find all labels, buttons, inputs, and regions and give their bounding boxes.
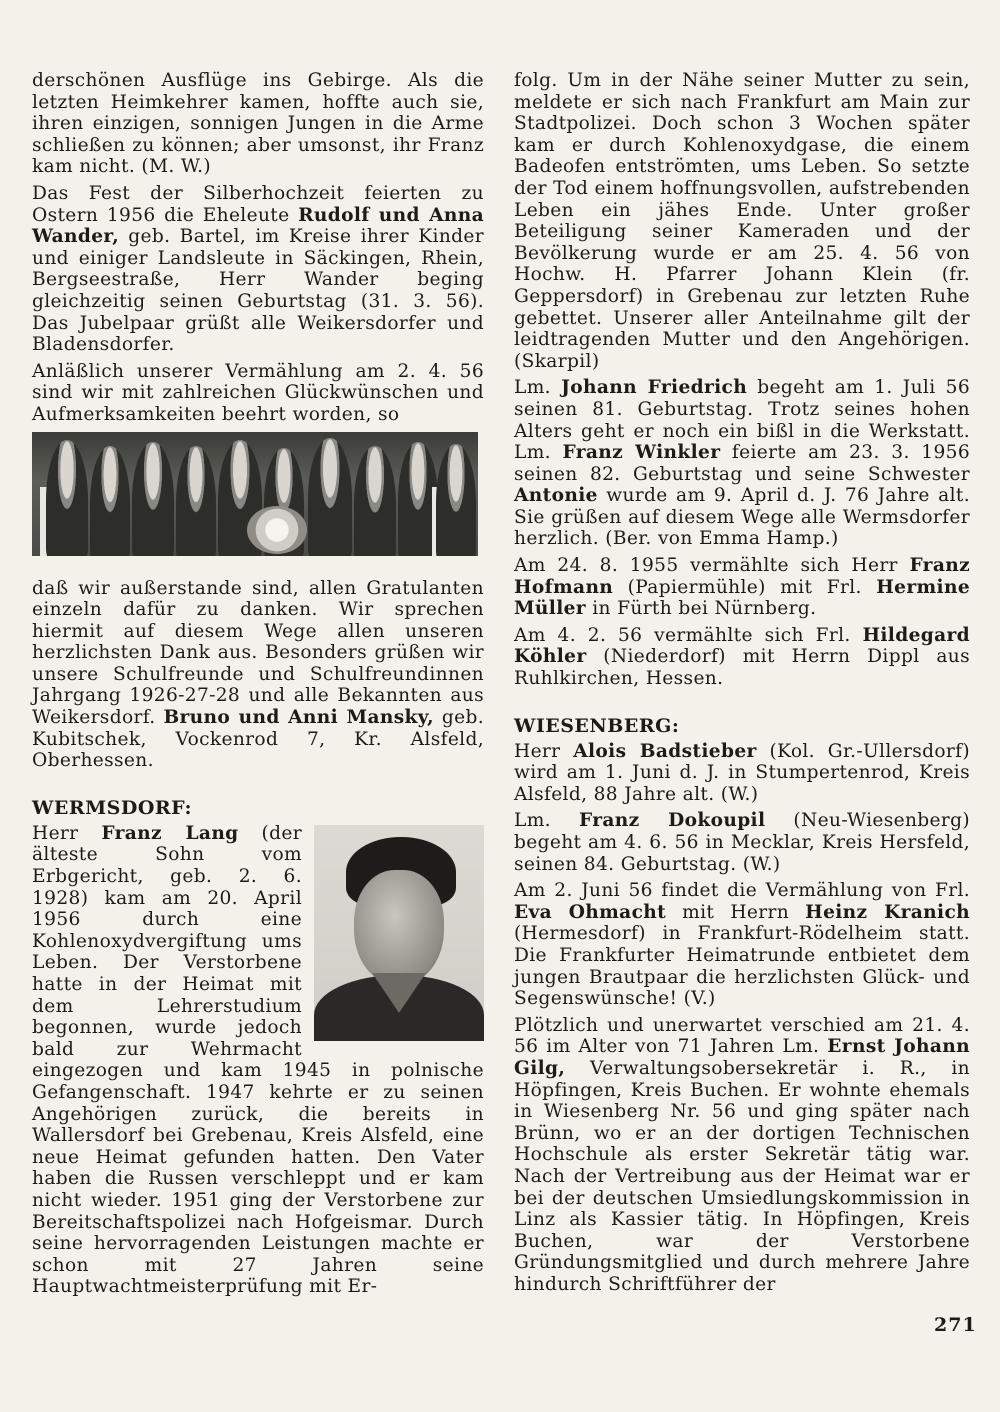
- name-eva-ohmacht: Eva Ohmacht: [514, 901, 667, 923]
- portrait-franz-lang: [314, 825, 484, 1041]
- right-column: [514, 70, 970, 1300]
- name-bruno-anni-mansky: Bruno und Anni Mansky,: [163, 707, 434, 729]
- name-ernst-johann-gilg: Ernst Johann Gilg,: [514, 1036, 970, 1079]
- name-rudolf-anna-wander: Rudolf und Anna Wander,: [32, 204, 484, 248]
- paragraph-ausfluege: derschönen Ausflüge ins Gebirge. Als die letzten Heimkehrer kamen, hoffte auch sie, ihren einzigen, sonnigen Jungen in die Arme schließen zu können; aber umsonst, ihr Franz kam nicht. (M. W.): [32, 70, 484, 178]
- heading-wermsdorf: WERMSDORF:: [32, 796, 193, 819]
- name-antonie: Antonie: [514, 485, 598, 507]
- name-alois-badstieber: Alois Badstieber: [573, 740, 757, 762]
- paragraph-ohmacht-kranich: Am 2. Juni 56 findet die Vermählung von Frl. Eva Ohmacht mit Herrn Heinz Kranich (Hermesdorf) in Frankfurt-Rödelheim statt. Die Frankfurter Heimatrunde entbietet dem jungen Brautpaar die herzlichsten Glück- und Segenswünsche! (V.): [514, 880, 970, 1010]
- name-heinz-kranich: Heinz Kranich: [805, 901, 970, 923]
- wedding-group-photo: [32, 432, 478, 556]
- paragraph-vermaehlung-intro: Anläßlich unserer Vermählung am 2. 4. 56 sind wir mit zahlreichen Glückwünschen und Aufmerksamkeiten beehrt worden, so: [32, 360, 484, 425]
- paragraph-silberhochzeit: Das Fest der Silberhochzeit feierten zu Ostern 1956 die Eheleute Rudolf und Anna Wander, geb. Bartel, im Kreise ihrer Kinder und einiger Landsleute in Säckingen, Rhein, Bergseestraße, Herr Wander beging gleichzeitig seinen Geburtstag (31. 3. 56). Das Jubelpaar grüßt alle Weikersdorfer und Bladensdorfer.: [32, 182, 484, 356]
- name-hermine-mueller: Hermine Müller: [514, 576, 970, 620]
- heading-wiesenberg: WIESENBERG:: [514, 714, 680, 737]
- paragraph-franz-lang: Herr Franz Lang (der älteste Sohn vom Erbgericht, geb. 2. 6. 1928) kam am 20. April 1956 durch eine Kohlenoxydvergiftung ums Leben. Der Verstorbene hatte in der Heimat mit dem Lehrerstudium begonnen, wurde jedoch bald zur Wehrmacht eingezogen und kam 1945 in polnische Gefangenschaft. 1947 kehrte er zu seinen Angehörigen zurück, die bereits in Wallersdorf bei Grebenau, Kreis Alsfeld, eine neue Heimat gefunden hatten. Den Vater haben die Russen verschleppt und er kam nicht wieder. 1951 ging der Verstorbene zur Bereitschaftspolizei nach Hofgeismar. Durch seine hervorragenden Leistungen machte er schon mit 27 Jahren seine Hauptwachtmeisterprüfung mit Er-: [32, 822, 484, 1298]
- name-johann-friedrich: Johann Friedrich: [561, 377, 748, 399]
- left-column: [32, 70, 484, 1303]
- paragraph-dank-mansky: daß wir außerstande sind, allen Gratulanten einzeln dafür zu danken. Wir sprechen hiermit auf diesem Wege allen unseren herzlichsten Dank aus. Besonders grüßen wir unsere Schulfreunde und Schulfreundinnen Jahrgang 1926-27-28 und alle Bekannten aus Weikersdorf. Bruno und Anni Mansky, geb. Kubitschek, Vockenrod 7, Kr. Alsfeld, Oberhessen.: [32, 577, 484, 772]
- name-franz-hofmann: Franz Hofmann: [514, 555, 970, 598]
- paragraph-franz-dokoupil: Lm. Franz Dokoupil (Neu-Wiesenberg) begeht am 4. 6. 56 in Mecklar, Kreis Hersfeld, seinen 84. Geburtstag. (W.): [514, 810, 970, 875]
- paragraph-hildegard-koehler: Am 4. 2. 56 vermählte sich Frl. Hildegard Köhler (Niederdorf) mit Herrn Dippl aus Ruhlkirchen, Hessen.: [514, 624, 970, 690]
- paragraph-geburtstage: Lm. Johann Friedrich begeht am 1. Juli 56 seinen 81. Geburtstag. Trotz seines hohen Alters geht er noch ein bißl in die Werkstatt. Lm. Franz Winkler feierte am 23. 3. 1956 seinen 82. Geburtstag und seine Schwester Antonie wurde am 9. April d. J. 76 Jahre alt. Sie grüßen auf diesem Wege alle Wermsdorfer herzlich. (Ber. von Emma Hamp.): [514, 377, 971, 550]
- name-franz-dokoupil: Franz Dokoupil: [578, 810, 766, 832]
- name-franz-lang: Franz Lang: [101, 822, 239, 844]
- name-franz-winkler: Franz Winkler: [562, 442, 721, 464]
- page-number: 271: [934, 1314, 977, 1336]
- paragraph-hofmann-mueller: Am 24. 8. 1955 vermählte sich Herr Franz Hofmann (Papiermühle) mit Frl. Hermine Müller in Fürth bei Nürnberg.: [514, 555, 970, 620]
- paragraph-franz-lang-continued: folg. Um in der Nähe seiner Mutter zu sein, meldete er sich nach Frankfurt am Main zur Stadtpolizei. Doch schon 3 Wochen später kam er durch Kohlenoxydgase, die einem Badeofen entströmten, ums Leben. So setzte der Tod einem hoffnungsvollen, aufstrebenden Leben ein jähes Ende. Unter großer Beteiligung seiner Kameraden und der Bevölkerung wurde er am 25. 4. 56 von Hochw. H. Pfarrer Johann Klein (fr. Geppersdorf) in Grebenau zur letzten Ruhe gebettet. Unserer aller Anteilnahme gilt der leidtragenden Mutter und den Angehörigen. (Skarpil): [514, 70, 970, 372]
- paragraph-alois-badstieber: Herr Alois Badstieber (Kol. Gr.-Ullersdorf) wird am 1. Juni d. J. in Stumpertenrod, Kreis Alsfeld, 88 Jahre alt. (W.): [514, 740, 971, 805]
- name-hildegard-koehler: Hildegard Köhler: [514, 624, 970, 668]
- paragraph-ernst-johann-gilg: Plötzlich und unerwartet verschied am 21. 4. 56 im Alter von 71 Jahren Lm. Ernst Johann Gilg, Verwaltungsobersekretär i. R., in Höpfingen, Kreis Buchen. Er wohnte ehemals in Wiesenberg Nr. 56 und ging später nach Brünn, wo er an der dortigen Technischen Hochschule als erster Sekretär tätig war. Nach der Vertreibung aus der Heimat war er bei der deutschen Umsiedlungskommission in Linz als Kassier tätig. In Höpfingen, Kreis Buchen, war der Verstorbene Gründungsmitglied und durch mehrere Jahre hindurch Schriftführer der: [514, 1014, 970, 1295]
